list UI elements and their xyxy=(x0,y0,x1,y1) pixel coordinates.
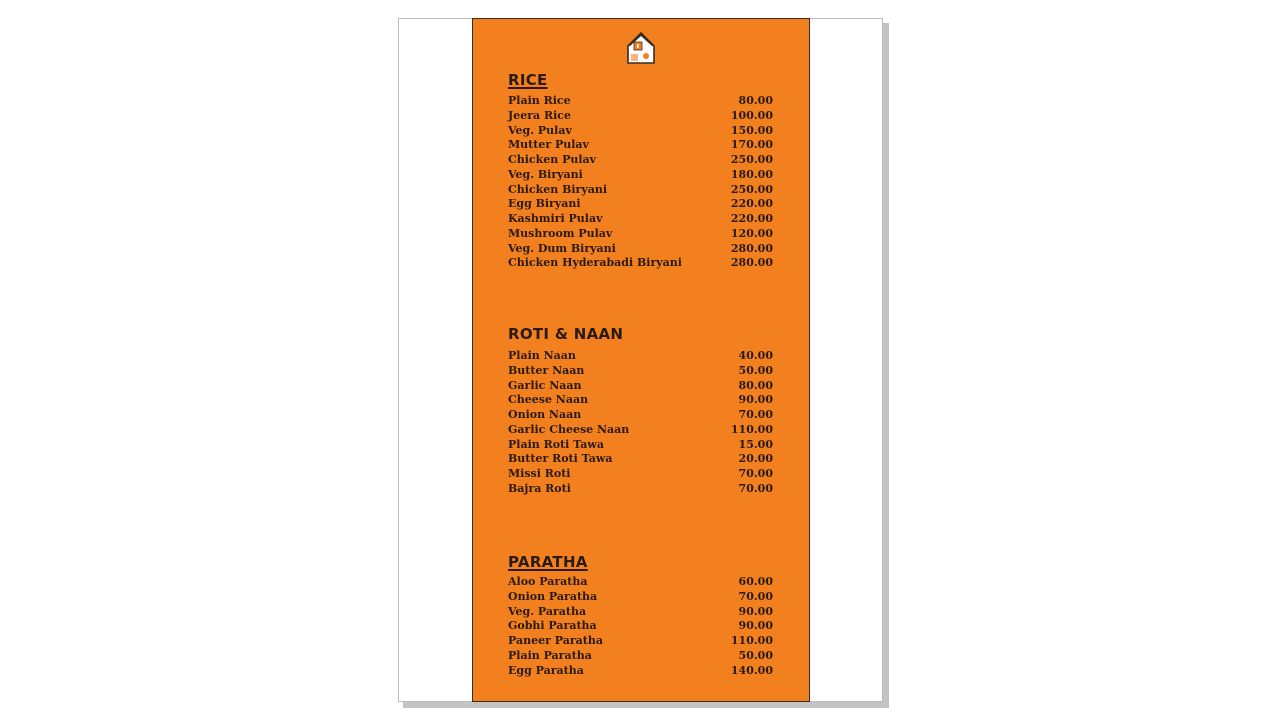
menu-item-price: 60.00 xyxy=(738,575,773,588)
menu-item-name: Plain Rice xyxy=(508,94,571,107)
section-title-rice: RICE xyxy=(508,71,548,89)
menu-item xyxy=(508,256,773,271)
menu-item-name: Jeera Rice xyxy=(508,108,571,122)
menu-item-name: Butter Roti Tawa xyxy=(508,452,613,466)
menu-item xyxy=(508,393,773,408)
menu-item xyxy=(508,212,773,227)
menu-item-price: 90.00 xyxy=(738,604,773,618)
menu-item xyxy=(508,168,773,183)
menu-item xyxy=(508,153,773,168)
menu-item-name: Egg Biryani xyxy=(508,197,581,211)
menu-item-price: 80.00 xyxy=(738,378,773,392)
menu-item xyxy=(508,619,773,634)
menu-item-price: 110.00 xyxy=(730,422,773,436)
menu-item-price: 90.00 xyxy=(738,619,773,633)
menu-item-name: Kashmiri Pulav xyxy=(508,212,603,225)
menu-item-price: 280.00 xyxy=(730,241,773,255)
menu-item xyxy=(508,634,773,649)
menu-item xyxy=(508,227,773,242)
section-title-paratha: PARATHA xyxy=(508,553,588,571)
menu-item xyxy=(508,408,773,423)
roti-naan-item-list xyxy=(508,349,773,497)
menu-item-name: Missi Roti xyxy=(508,467,571,480)
menu-item-price: 180.00 xyxy=(730,167,773,181)
menu-item-name: Plain Naan xyxy=(508,349,576,362)
menu-item xyxy=(508,590,773,605)
menu-item xyxy=(508,605,773,620)
menu-item-price: 250.00 xyxy=(730,153,773,166)
menu-item-name: Garlic Cheese Naan xyxy=(508,422,630,436)
house-logo-icon xyxy=(626,30,656,66)
menu-item-price: 50.00 xyxy=(738,648,773,662)
menu-item xyxy=(508,242,773,257)
menu-item-name: Mutter Pulav xyxy=(508,138,589,152)
menu-item-price: 120.00 xyxy=(730,226,773,240)
menu-item-name: Egg Paratha xyxy=(508,663,584,677)
menu-item-price: 15.00 xyxy=(738,437,773,451)
menu-item xyxy=(508,423,773,438)
menu-item-price: 20.00 xyxy=(738,452,773,466)
menu-item-price: 70.00 xyxy=(738,589,773,603)
menu-item xyxy=(508,349,773,364)
menu-item-price: 100.00 xyxy=(730,108,773,122)
menu-item-name: Veg. Dum Biryani xyxy=(508,241,616,255)
section-title-roti-naan: ROTI & NAAN xyxy=(508,325,624,343)
menu-item-name: Onion Paratha xyxy=(508,589,598,603)
menu-item-name: Butter Naan xyxy=(508,363,585,377)
menu-item xyxy=(508,664,773,679)
menu-item-name: Cheese Naan xyxy=(508,393,589,407)
menu-item-price: 70.00 xyxy=(738,408,773,421)
paratha-item-list xyxy=(508,575,773,678)
menu-item-name: Bajra Roti xyxy=(508,481,571,495)
menu-item-name: Aloo Paratha xyxy=(508,575,588,588)
menu-item xyxy=(508,438,773,453)
menu-item-name: Veg. Paratha xyxy=(508,604,587,618)
menu-item-name: Garlic Naan xyxy=(508,378,582,392)
menu-item-price: 110.00 xyxy=(730,634,773,647)
menu-item xyxy=(508,379,773,394)
menu-item-price: 220.00 xyxy=(730,212,773,225)
menu-item xyxy=(508,109,773,124)
menu-item xyxy=(508,364,773,379)
menu-item xyxy=(508,482,773,497)
menu-item xyxy=(508,467,773,482)
menu-item xyxy=(508,452,773,467)
menu-item xyxy=(508,138,773,153)
menu-item-price: 90.00 xyxy=(738,393,773,407)
menu-item-name: Chicken Pulav xyxy=(508,153,597,166)
menu-item-price: 250.00 xyxy=(730,182,773,196)
menu-item-price: 50.00 xyxy=(738,363,773,377)
menu-item-price: 70.00 xyxy=(738,481,773,495)
menu-item-name: Veg. Biryani xyxy=(508,167,583,181)
menu-item-name: Veg. Pulav xyxy=(508,123,572,137)
menu-item-price: 70.00 xyxy=(738,467,773,480)
menu-item-price: 40.00 xyxy=(738,349,773,362)
menu-item-name: Chicken Biryani xyxy=(508,182,608,196)
menu-item-name: Mushroom Pulav xyxy=(508,226,613,240)
menu-item-price: 140.00 xyxy=(730,663,773,677)
menu-item xyxy=(508,575,773,590)
menu-item-name: Onion Naan xyxy=(508,408,582,421)
menu-item xyxy=(508,94,773,109)
menu-item-name: Gobhi Paratha xyxy=(508,619,597,633)
menu-item-name: Plain Roti Tawa xyxy=(508,437,605,451)
menu-item xyxy=(508,649,773,664)
menu-item-price: 150.00 xyxy=(730,123,773,137)
menu-item xyxy=(508,124,773,139)
menu-item xyxy=(508,183,773,198)
rice-item-list xyxy=(508,94,773,271)
menu-item-name: Chicken Hyderabadi Biryani xyxy=(508,256,682,270)
menu-item-name: Paneer Paratha xyxy=(508,634,603,647)
menu-item xyxy=(508,197,773,212)
menu-item-name: Plain Paratha xyxy=(508,648,592,662)
menu-item-price: 80.00 xyxy=(738,94,773,107)
menu-item-price: 220.00 xyxy=(730,197,773,211)
menu-item-price: 280.00 xyxy=(730,256,773,270)
menu-item-price: 170.00 xyxy=(730,138,773,152)
